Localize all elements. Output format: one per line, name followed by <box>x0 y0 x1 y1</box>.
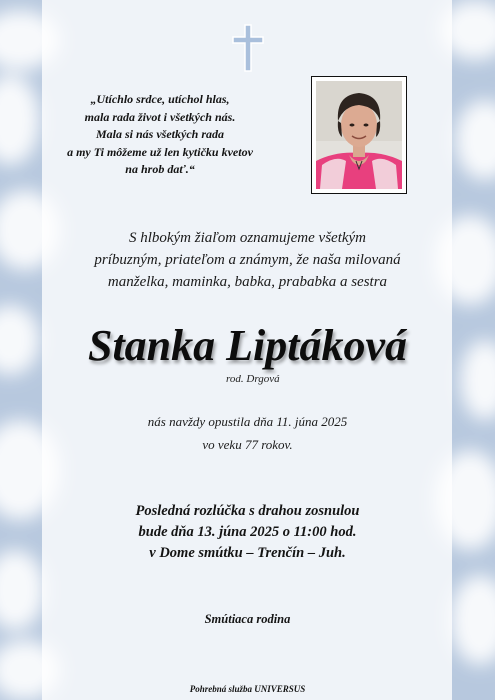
latin-cross-icon <box>231 24 265 72</box>
verse-line: Mala si nás všetkých rada <box>95 127 224 141</box>
memorial-verse <box>40 91 280 179</box>
verse-line: „Utíchlo srdce, utíchol hlas, <box>90 92 230 106</box>
verse-line: mala rada život i všetkých nás. <box>84 109 236 124</box>
verse-line: a my Ti môžeme už len kytičku kvetov <box>67 144 253 159</box>
announcement-line: manželka, maminka, babka, prababka a sestra <box>107 274 388 290</box>
age-line: vo veku 77 rokov. <box>202 437 293 452</box>
family-signature: Smútiaca rodina <box>204 612 291 626</box>
farewell-line: v Dome smútku – Trenčín – Juh. <box>149 545 346 561</box>
funeral-service-credit: Pohrebná služba UNIVERSUS <box>189 684 306 694</box>
death-notice <box>60 410 435 456</box>
verse-line: na hrob dať.“ <box>125 162 195 176</box>
announcement-line: príbuzným, priateľom a známym, že naša milovaná <box>94 252 401 268</box>
maiden-name: rod. Drgová <box>226 373 280 385</box>
farewell-line: bude dňa 13. júna 2025 o 11:00 hod. <box>138 524 357 540</box>
deceased-name: Stanka Liptáková <box>87 321 408 370</box>
farewell-line: Posledná rozlúčka s drahou zosnulou <box>135 503 360 519</box>
portrait-photo <box>311 76 407 194</box>
portrait-image <box>316 81 402 189</box>
death-date-line: nás navždy opustila dňa 11. júna 2025 <box>147 414 348 429</box>
announcement-text <box>60 227 435 293</box>
announcement-line: S hlbokým žiaľom oznamujeme všetkým <box>128 230 367 246</box>
funeral-details <box>60 501 435 564</box>
